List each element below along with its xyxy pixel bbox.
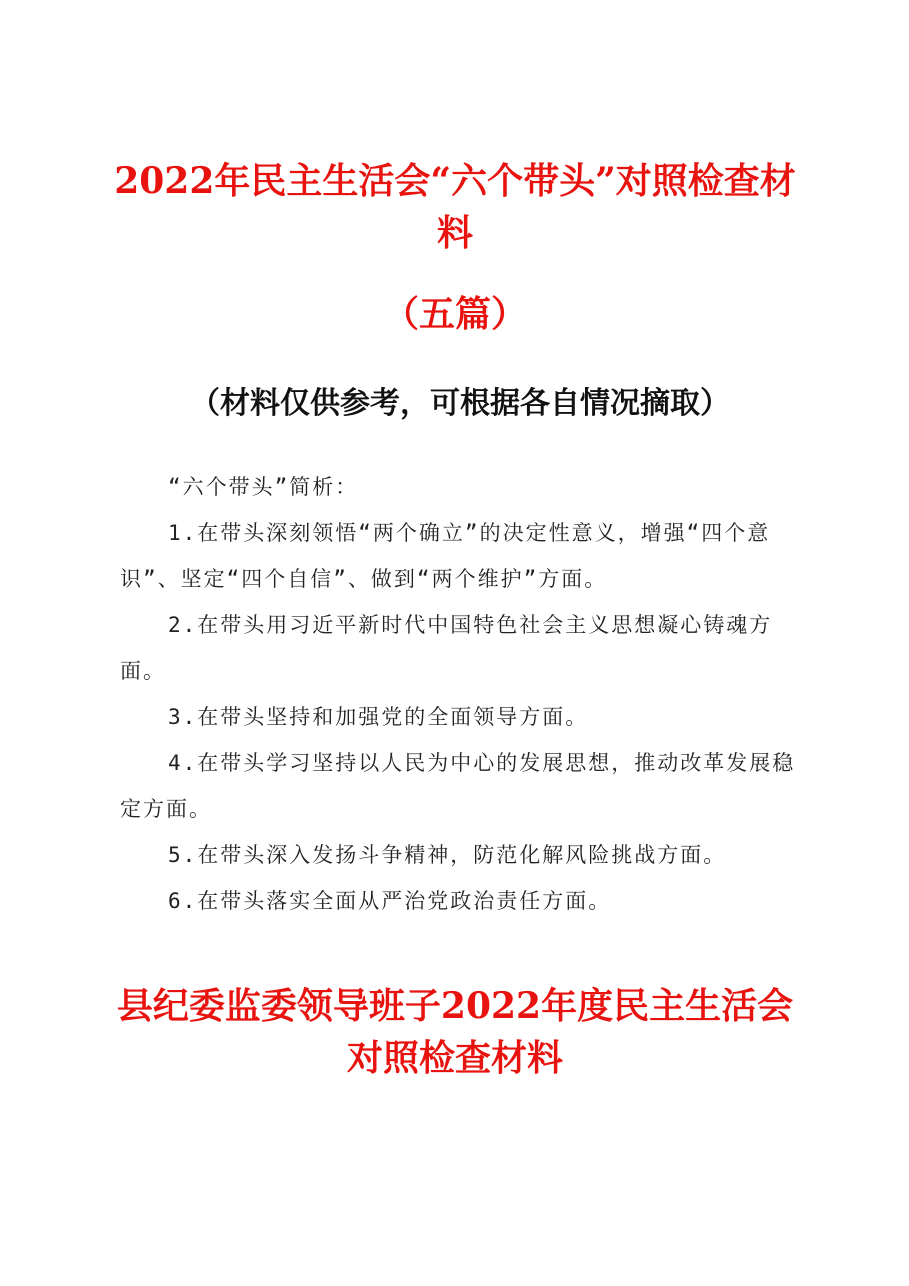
body-text (120, 464, 800, 924)
subtitle-count: （五篇） (382, 293, 527, 335)
intro-line: “六个带头”简析： (168, 475, 359, 499)
main-title: 2022年民主生活会“六个带头”对照检查材料 (114, 160, 796, 254)
reference-note: （材料仅供参考，可根据各自情况摘取） (190, 386, 730, 421)
list-item: 6.在带头落实全面从严治党政治责任方面。 (168, 889, 612, 913)
second-title: 县纪委监委领导班子2022年度民主生活会对照检查材料 (116, 985, 794, 1079)
list-item: 5.在带头深入发扬斗争精神，防范化解风险挑战方面。 (168, 843, 727, 867)
list-item: 2.在带头用习近平新时代中国特色社会主义思想凝心铸魂方面。 (120, 613, 773, 683)
list-item: 1.在带头深刻领悟“两个确立”的决定性意义，增强“四个意识”、坚定“四个自信”、做到“两个维护”方面。 (120, 521, 771, 591)
list-item: 3.在带头坚持和加强党的全面领导方面。 (168, 705, 589, 729)
list-item: 4.在带头学习坚持以人民为中心的发展思想，推动改革发展稳定方面。 (120, 751, 796, 821)
